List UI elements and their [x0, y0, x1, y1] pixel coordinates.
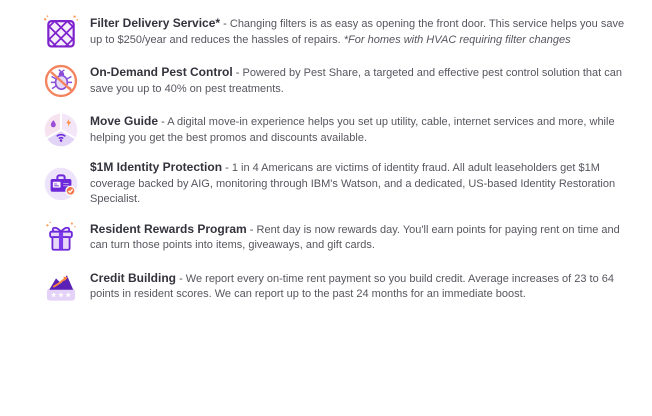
benefit-row-identity-protection	[42, 160, 640, 208]
benefit-title: Filter Delivery Service*	[90, 16, 221, 30]
title-separator: -	[179, 272, 183, 285]
title-separator: -	[249, 223, 254, 236]
briefcase-check-icon	[42, 165, 80, 203]
benefit-text	[90, 65, 634, 97]
benefit-text	[90, 271, 634, 303]
benefit-description: Changing filters is as easy as opening the front door. This service helps you save up to $250/year and reduces the hassles of repairs.	[90, 18, 625, 46]
title-separator: -	[225, 162, 229, 174]
benefit-title: Move Guide	[90, 114, 159, 128]
benefit-description: A digital move-in experience helps you set up utility, cable, internet services and more, while helping you get the best promos and discounts available.	[90, 116, 615, 144]
air-filter-icon	[42, 13, 80, 51]
benefit-description: Powered by Pest Share, a targeted and effective pest control solution that can save you up to 40% on pest treatments.	[90, 67, 623, 95]
benefit-row-resident-rewards	[42, 219, 640, 257]
benefit-title: On-Demand Pest Control	[90, 65, 233, 79]
benefit-title: Credit Building	[90, 270, 176, 285]
title-separator: -	[161, 116, 165, 128]
benefit-description: 1 in 4 Americans are victims of identity fraud. All adult leaseholders get $1M coverage backed by AIG, monitoring through IBM's Watson, and a dedicated, US-based Identity Restoration Specialist.	[90, 162, 616, 205]
utilities-pie-icon	[42, 111, 80, 149]
benefit-row-credit-building	[42, 268, 640, 306]
benefit-footnote: *For homes with HVAC requiring filter changes	[343, 33, 571, 46]
gift-box-icon	[42, 219, 80, 257]
benefit-row-filter-delivery	[42, 13, 640, 51]
benefit-row-move-guide	[42, 111, 640, 149]
benefit-title: Resident Rewards Program	[90, 221, 247, 236]
credit-score-icon	[42, 268, 80, 306]
benefit-text	[90, 114, 634, 146]
benefit-description: Rent day is now rewards day. You'll earn points for paying rent on time and can turn those points into items, giveaways, and gift cards.	[90, 223, 620, 251]
benefit-text	[90, 16, 634, 48]
benefit-title: $1M Identity Protection	[90, 160, 223, 174]
benefit-text	[90, 222, 634, 254]
benefit-description: We report every on-time rent payment so you build credit. Average increases of 23 to 64 points in resident scores. We can report up to the past 24 months for an immediate boost.	[90, 272, 615, 300]
title-separator: -	[235, 67, 240, 79]
benefit-text	[90, 160, 634, 208]
title-separator: -	[223, 18, 227, 30]
no-pests-icon	[42, 62, 80, 100]
benefit-row-pest-control	[42, 62, 640, 100]
